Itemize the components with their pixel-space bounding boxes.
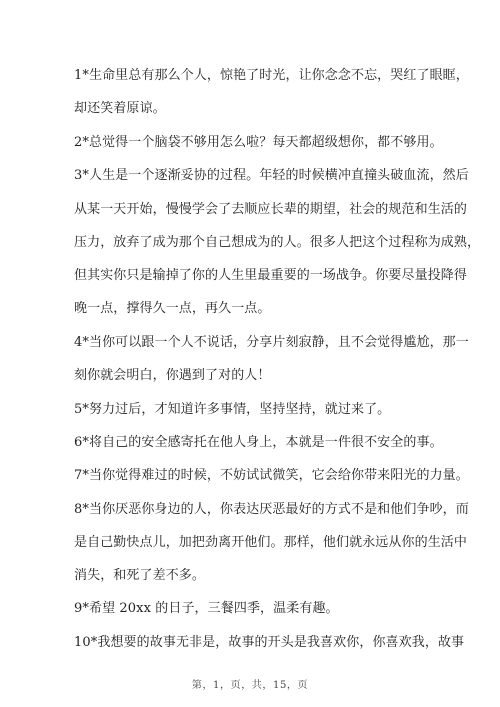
text-line: 8*当你厌恶你身边的人，你表达厌恶最好的方式不是和他们争吵，而 — [74, 502, 469, 517]
text-line: 但其实你只是输掉了你的人生里最重要的一场战争。你要尽量投降得 — [74, 268, 468, 283]
page-number-footer: 第，1，页，共，15，页 — [191, 680, 309, 691]
text-line: 压力，放弃了成为那个自己想成为的人。很多人把这个过程称为成熟， — [74, 235, 481, 250]
text-line: 10*我想要的故事无非是，故事的开头是我喜欢你，你喜欢我，故事 — [74, 635, 465, 650]
text-line: 晚一点，撑得久一点，再久一点。 — [74, 301, 271, 316]
text-line: 4*当你可以跟一个人不说话，分享片刻寂静，且不会觉得尴尬，那一 — [74, 335, 469, 350]
text-line: 消失，和死了差不多。 — [74, 568, 206, 583]
text-line: 9*希望 20xx 的日子，三餐四季，温柔有趣。 — [74, 601, 339, 616]
text-line: 从某一天开始，慢慢学会了去顺应长辈的期望，社会的规范和生活的 — [74, 202, 468, 217]
text-line: 1*生命里总有那么个人，惊艳了时光，让你念念不忘，哭红了眼眶， — [74, 68, 469, 83]
text-line: 2*总觉得一个脑袋不够用怎么啦？每天都超级想你，都不够用。 — [74, 135, 443, 150]
text-line: 3*人生是一个逐渐妥协的过程。年轻的时候横冲直撞头破血流，然后 — [74, 168, 469, 183]
text-line: 7*当你觉得难过的时候，不妨试试微笑，它会给你带来阳光的力量。 — [74, 468, 469, 483]
text-line: 5*努力过后，才知道许多事情，坚持坚持，就过来了。 — [74, 402, 391, 417]
text-line: 却还笑着原谅。 — [74, 101, 166, 116]
text-line: 刻你就会明白，你遇到了对的人！ — [74, 368, 271, 383]
text-line: 是自己勤快点儿，加把劲离开他们。那样，他们就永远从你的生活中 — [74, 535, 468, 550]
text-line: 6*将自己的安全感寄托在他人身上，本就是一件很不安全的事。 — [74, 435, 443, 450]
